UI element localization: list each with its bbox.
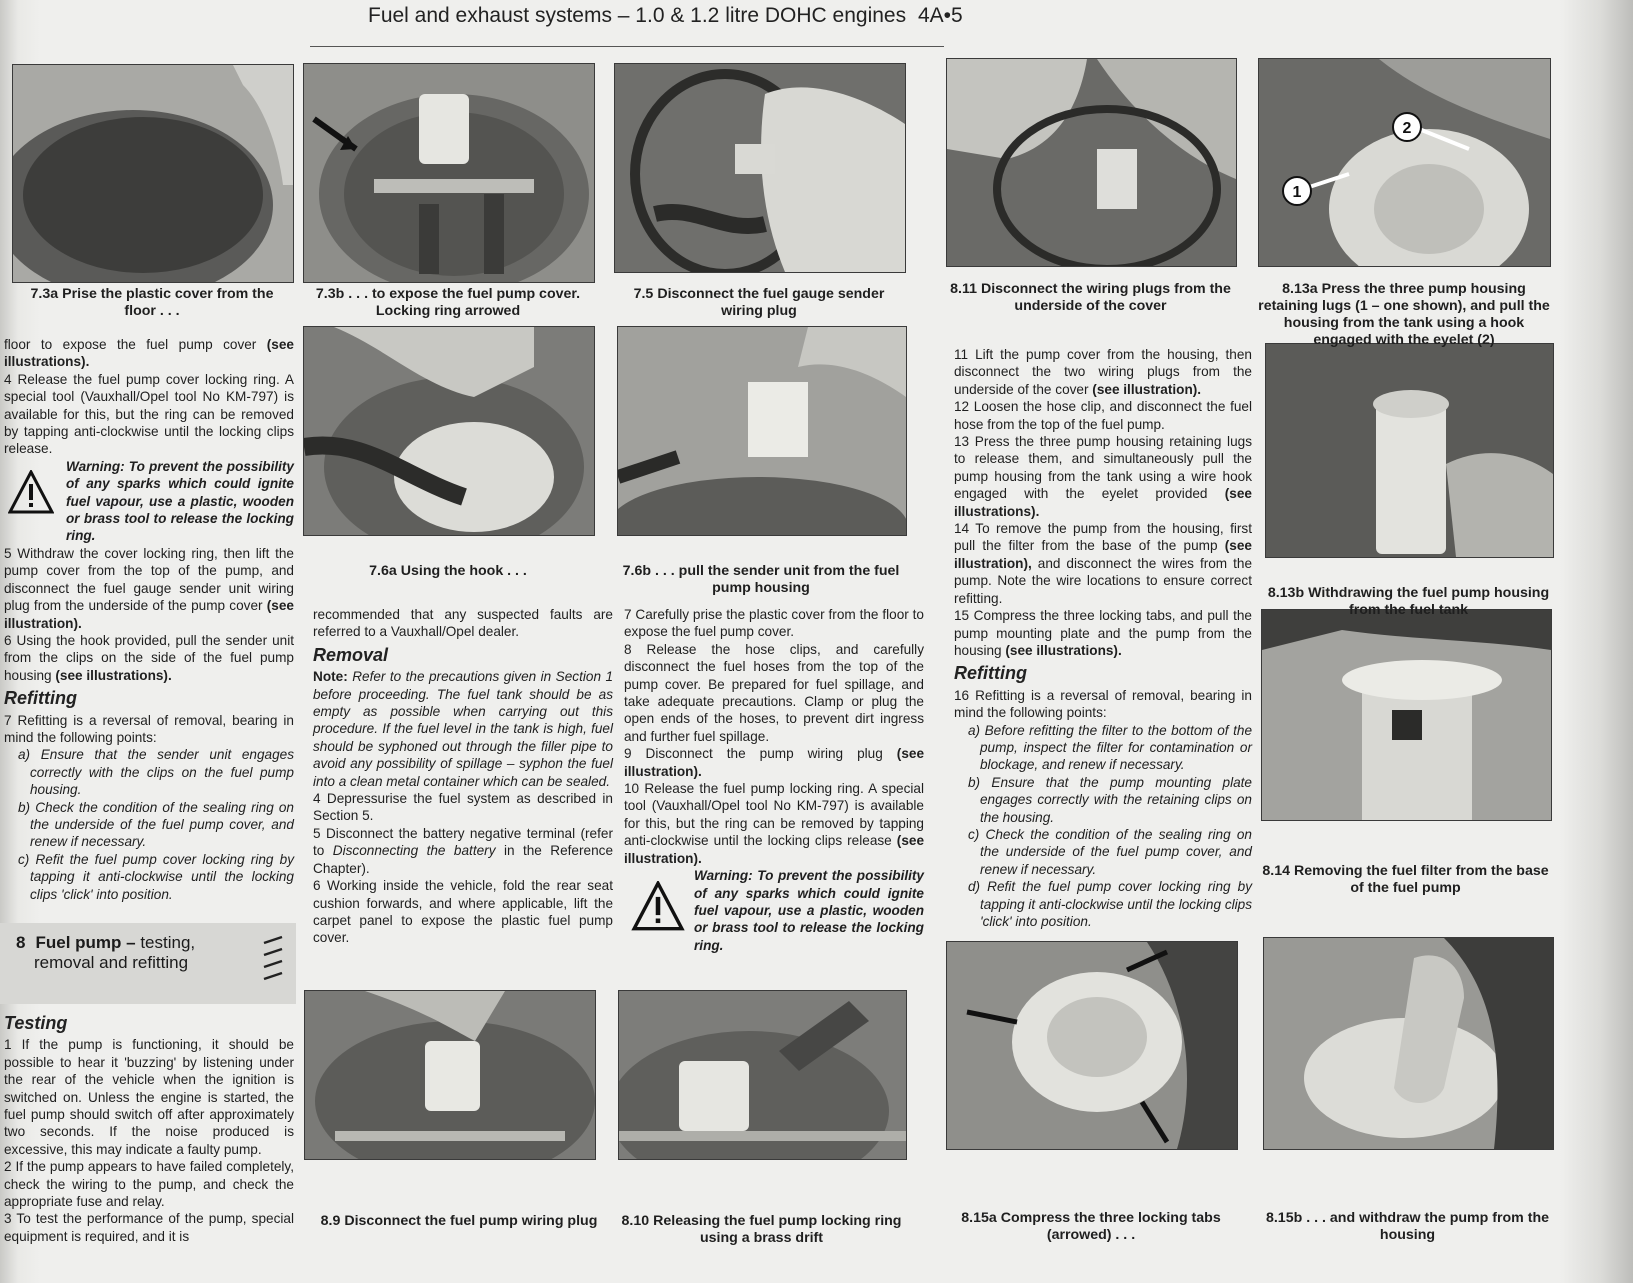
list-item: b) Check the condition of the sealing ring on the underside of the fuel pump cover, and renew if necessary. [18, 799, 294, 850]
text: 5 Withdraw the cover locking ring, then lift the pump cover from the top of the pump, and disconnect the fuel gauge sender unit wiring plug from the underside of the pump cover [4, 545, 294, 614]
paragraph-5 [4, 545, 294, 632]
paragraph-4: 4 Release the fuel pump cover locking ring. A special tool (Vauxhall/Opel tool No KM-797) is available for this, but the ring can be removed by tapping anti-clockwise until the locking clips release. [4, 371, 294, 457]
photo-8-11-image [947, 59, 1236, 266]
text: 13 Press the three pump housing retaining lugs to release them, and simultaneously pull the pump housing from the tank using a wire hook engaged with the eyelet provided [954, 434, 1252, 502]
caption-text: Disconnect the wiring plugs from the underside of the cover [980, 281, 1231, 314]
text: floor to expose the fuel pump cover [4, 337, 257, 352]
paragraph-13 [954, 433, 1252, 520]
caption-8-13a [1258, 281, 1550, 349]
text: and disconnect the wires from the pump. Note the wire locations to ensure correct refitting. [954, 555, 1253, 606]
photo-7-5 [614, 63, 906, 273]
text: 5 Disconnect the battery negative terminal (refer to [313, 825, 613, 859]
photo-7-5-image [615, 64, 905, 272]
paragraph [4, 336, 294, 371]
heading-refitting: Refitting [4, 688, 77, 709]
text: 15 Compress the three locking tabs, and pull the pump mounting plate and the pump from the housing [954, 608, 1252, 658]
warning-text: Warning: To prevent the possibility of any sparks which could ignite fuel vapour, use a plastic, wooden or brass tool to release the locking ring. [694, 868, 924, 953]
section-title-bold: Fuel pump – [35, 933, 136, 952]
section-number: 8 [16, 933, 26, 952]
caption-text: Compress the three locking tabs (arrowed) . . . [1000, 1210, 1221, 1243]
photo-7-3a [12, 64, 294, 283]
caption-7-3a [14, 286, 290, 320]
section-8-heading-box [0, 923, 296, 1004]
page-header [368, 4, 963, 28]
caption-8-9 [304, 1213, 614, 1230]
photo-8-15b-image [1264, 938, 1553, 1149]
list-item: b) Ensure that the pump mounting plate engages correctly with the retaining clips on the housing. [968, 774, 1252, 825]
paragraph-11 [954, 346, 1252, 398]
caption-text: Withdrawing the fuel pump housing from the fuel tank [1308, 585, 1550, 618]
caption-8-11 [946, 281, 1235, 315]
photo-8-13a [1258, 58, 1551, 267]
text-column-1-testing [4, 1015, 294, 1245]
caption-7-6a [303, 563, 593, 580]
warning-box [624, 867, 924, 954]
heading-removal: Removal [313, 644, 389, 665]
caption-text: . . . and withdraw the pump from the housing [1306, 1210, 1550, 1243]
photo-7-6a-image [304, 327, 594, 535]
caption-text: Removing the fuel filter from the base of the fuel pump [1293, 863, 1549, 896]
list-item: d) Refit the fuel pump cover locking ring by tapping it anti-clockwise until the locking clips 'click' into position. [968, 879, 1253, 929]
caption-number: 8.13b [1267, 585, 1305, 601]
caption-text: . . . to expose the fuel pump cover. Locking ring arrowed [348, 286, 581, 319]
caption-number: 7.6a [369, 563, 397, 579]
text-italic: Disconnecting the battery [332, 843, 496, 859]
see-illustration: (see illustration). [624, 833, 925, 866]
caption-text: Disconnect the fuel gauge sender wiring plug [657, 286, 885, 319]
caption-number: 7.5 [633, 286, 654, 302]
text: 6 Using the hook provided, pull the sender unit from the clips on the side of the fuel pump housing [4, 632, 294, 683]
paragraph-12: 12 Loosen the hose clip, and disconnect the fuel hose from the top of the fuel pump. [954, 399, 1252, 432]
paragraph-9 [624, 745, 924, 780]
list-item: a) Ensure that the sender unit engages correctly with the clips on the fuel pump housing. [18, 747, 294, 798]
photo-8-13a-image [1259, 59, 1550, 266]
testing-paragraph-3: 3 To test the performance of the pump, special equipment is required, and it is [4, 1211, 294, 1244]
text: in the Reference Chapter). [313, 843, 613, 876]
caption-number: 8.11 [950, 281, 977, 297]
photo-7-3b-image [304, 64, 594, 282]
caption-text: Releasing the fuel pump locking ring using a brass drift [653, 1213, 902, 1246]
photo-7-6a [303, 326, 595, 536]
caption-8-15a [946, 1210, 1236, 1244]
callout-2: 2 [1402, 120, 1412, 137]
text-column-1 [4, 336, 294, 903]
note-text: Refer to the precautions given in Section 1 before proceeding. The fuel tank should be as empty as possible when carrying out this procedure. If the fuel level in the tank is high, fuel should be syphoned out through the filler pipe to avoid any possibility of spillage – syphon the fuel into a clean metal container which can be sealed. [313, 669, 614, 789]
testing-paragraph-2: 2 If the pump appears to have failed completely, check the wiring to the pump, and check the appropriate fuse and relay. [4, 1159, 294, 1210]
caption-7-3b [303, 286, 593, 320]
paragraph-continued: recommended that any suspected faults are referred to a Vauxhall/Opel dealer. [313, 607, 613, 640]
see-illustration: (see illustration). [624, 746, 925, 779]
see-illustration: (see illustration). [1092, 381, 1202, 397]
heading-testing: Testing [4, 1013, 68, 1033]
header-rule [310, 46, 944, 47]
paragraph-6 [4, 632, 294, 684]
see-illustrations: (see illustrations). [4, 337, 294, 370]
photo-8-14-image [1262, 610, 1551, 820]
caption-7-6b [617, 563, 905, 597]
caption-text: . . . pull the sender unit from the fuel pump housing [655, 563, 900, 596]
caption-number: 7.6b [622, 563, 652, 579]
text: 10 Release the fuel pump locking ring. A special tool (Vauxhall/Opel tool No KM-797) is available for this, but the ring can be removed by tapping anti-clockwise until the locking clips release [624, 781, 924, 849]
text: 14 To remove the pump from the housing, first pull the filter from the base of the pump [954, 521, 1252, 554]
photo-8-15a [946, 941, 1238, 1150]
caption-text: Press the three pump housing retaining lugs (1 – one shown), and pull the housing from the tank using a hook engaged with the eyelet (2) [1258, 281, 1550, 348]
caption-text: Disconnect the fuel pump wiring plug [344, 1213, 598, 1229]
caption-8-13b [1265, 585, 1552, 619]
see-illustrations: (see illustrations). [55, 667, 172, 683]
caption-number: 8.10 [621, 1213, 650, 1229]
section-title [16, 933, 195, 973]
paragraph-16: 16 Refitting is a reversal of removal, bearing in mind the following points: [954, 687, 1252, 721]
heading-refitting: Refitting [954, 663, 1027, 684]
paragraph-10 [624, 780, 924, 867]
section-title-rest: testing, [140, 933, 196, 952]
warning-text: Warning: To prevent the possibility of any sparks which could ignite fuel vapour, use a plastic, wooden or brass tool to release the locking ring. [66, 458, 294, 544]
photo-7-3b [303, 63, 595, 283]
paragraph-7: 7 Carefully prise the plastic cover from the floor to expose the fuel pump cover. [624, 607, 924, 640]
paragraph-8: 8 Release the hose clips, and carefully disconnect the fuel hoses from the top of the pump cover. Be prepared for fuel spillage, and take adequate precautions. Clamp or plug the open ends of the hoses, to prevent dirt ingress and further fuel spillage. [624, 641, 924, 744]
header-title: Fuel and exhaust systems – 1.0 & 1.2 litre DOHC engines [368, 4, 907, 27]
caption-8-10 [618, 1213, 905, 1247]
photo-7-6b [617, 326, 907, 536]
photo-7-3a-image [13, 65, 293, 282]
caption-number: 8.13a [1282, 281, 1318, 297]
photo-8-13b [1265, 343, 1554, 558]
difficulty-wrench-icon [260, 933, 286, 993]
list-item: c) Refit the fuel pump cover locking ring by tapping it anti-clockwise until the locking clips 'click' into position. [18, 851, 294, 902]
callout-1: 1 [1292, 184, 1302, 201]
photo-8-10 [618, 990, 907, 1160]
caption-number: 8.14 [1262, 863, 1290, 879]
photo-8-11 [946, 58, 1237, 267]
text: 9 Disconnect the pump wiring plug [624, 746, 883, 762]
paragraph-6: 6 Working inside the vehicle, fold the rear seat cushion forwards, and where applicable, lift the carpet panel to expose the plastic fuel pump cover. [313, 878, 613, 946]
see-illustration: (see illustration). [4, 598, 294, 631]
caption-text: Using the hook . . . [400, 563, 527, 579]
photo-7-6b-image [618, 327, 906, 535]
text-column-2 [313, 606, 613, 947]
caption-text: Prise the plastic cover from the floor . . . [62, 286, 274, 319]
warning-icon [8, 470, 54, 514]
warning-box [4, 458, 294, 545]
caption-number: 7.3b [315, 286, 345, 302]
see-illustrations: (see illustrations). [1005, 642, 1122, 658]
list-item: c) Check the condition of the sealing ring on the underside of the fuel pump cover, and renew if necessary. [968, 826, 1252, 877]
text-column-4 [954, 346, 1252, 930]
caption-number: 7.3a [30, 286, 59, 302]
section-title-rest: removal and refitting [34, 953, 189, 972]
caption-8-15b [1263, 1210, 1552, 1244]
caption-number: 8.9 [320, 1213, 341, 1229]
paragraph-4: 4 Depressurise the fuel system as described in Section 5. [313, 791, 613, 824]
testing-paragraph-1: 1 If the pump is functioning, it should be possible to hear it 'buzzing' by listening under the rear of the vehicle when the ignition is switched on. Unless the engine is started, the fuel pump should switch off after approximately two seconds. If the noise produced is excessive, this may indicate a faulty pump. [4, 1037, 294, 1157]
text: 11 Lift the pump cover from the housing, then disconnect the two wiring plugs from the underside of the cover [954, 347, 1252, 397]
caption-number: 8.15b [1265, 1210, 1303, 1226]
photo-8-9 [304, 990, 596, 1160]
header-page-number: 4A•5 [917, 4, 963, 27]
list-item: a) Before refitting the filter to the bottom of the pump, inspect the filter for contamination or blockage, and renew if necessary. [968, 722, 1252, 773]
photo-8-14 [1261, 609, 1552, 821]
caption-7-5 [614, 286, 904, 320]
note-paragraph [313, 668, 613, 790]
see-illustration: (see illustration), [954, 538, 1252, 571]
photo-8-15b [1263, 937, 1554, 1150]
text-column-3 [624, 606, 924, 954]
warning-icon [630, 881, 686, 931]
caption-8-14 [1261, 863, 1550, 897]
photo-8-9-image [305, 991, 595, 1159]
see-illustrations: (see illustrations). [954, 486, 1252, 519]
paragraph-7: 7 Refitting is a reversal of removal, bearing in mind the following points: [4, 712, 294, 745]
note-label: Note: [313, 669, 348, 685]
photo-8-10-image [619, 991, 906, 1159]
photo-8-13b-image [1266, 344, 1553, 557]
paragraph-15 [954, 607, 1252, 659]
paragraph-5 [313, 825, 613, 877]
photo-8-15a-image [947, 942, 1237, 1149]
paragraph-14 [954, 520, 1252, 607]
caption-number: 8.15a [961, 1210, 997, 1226]
